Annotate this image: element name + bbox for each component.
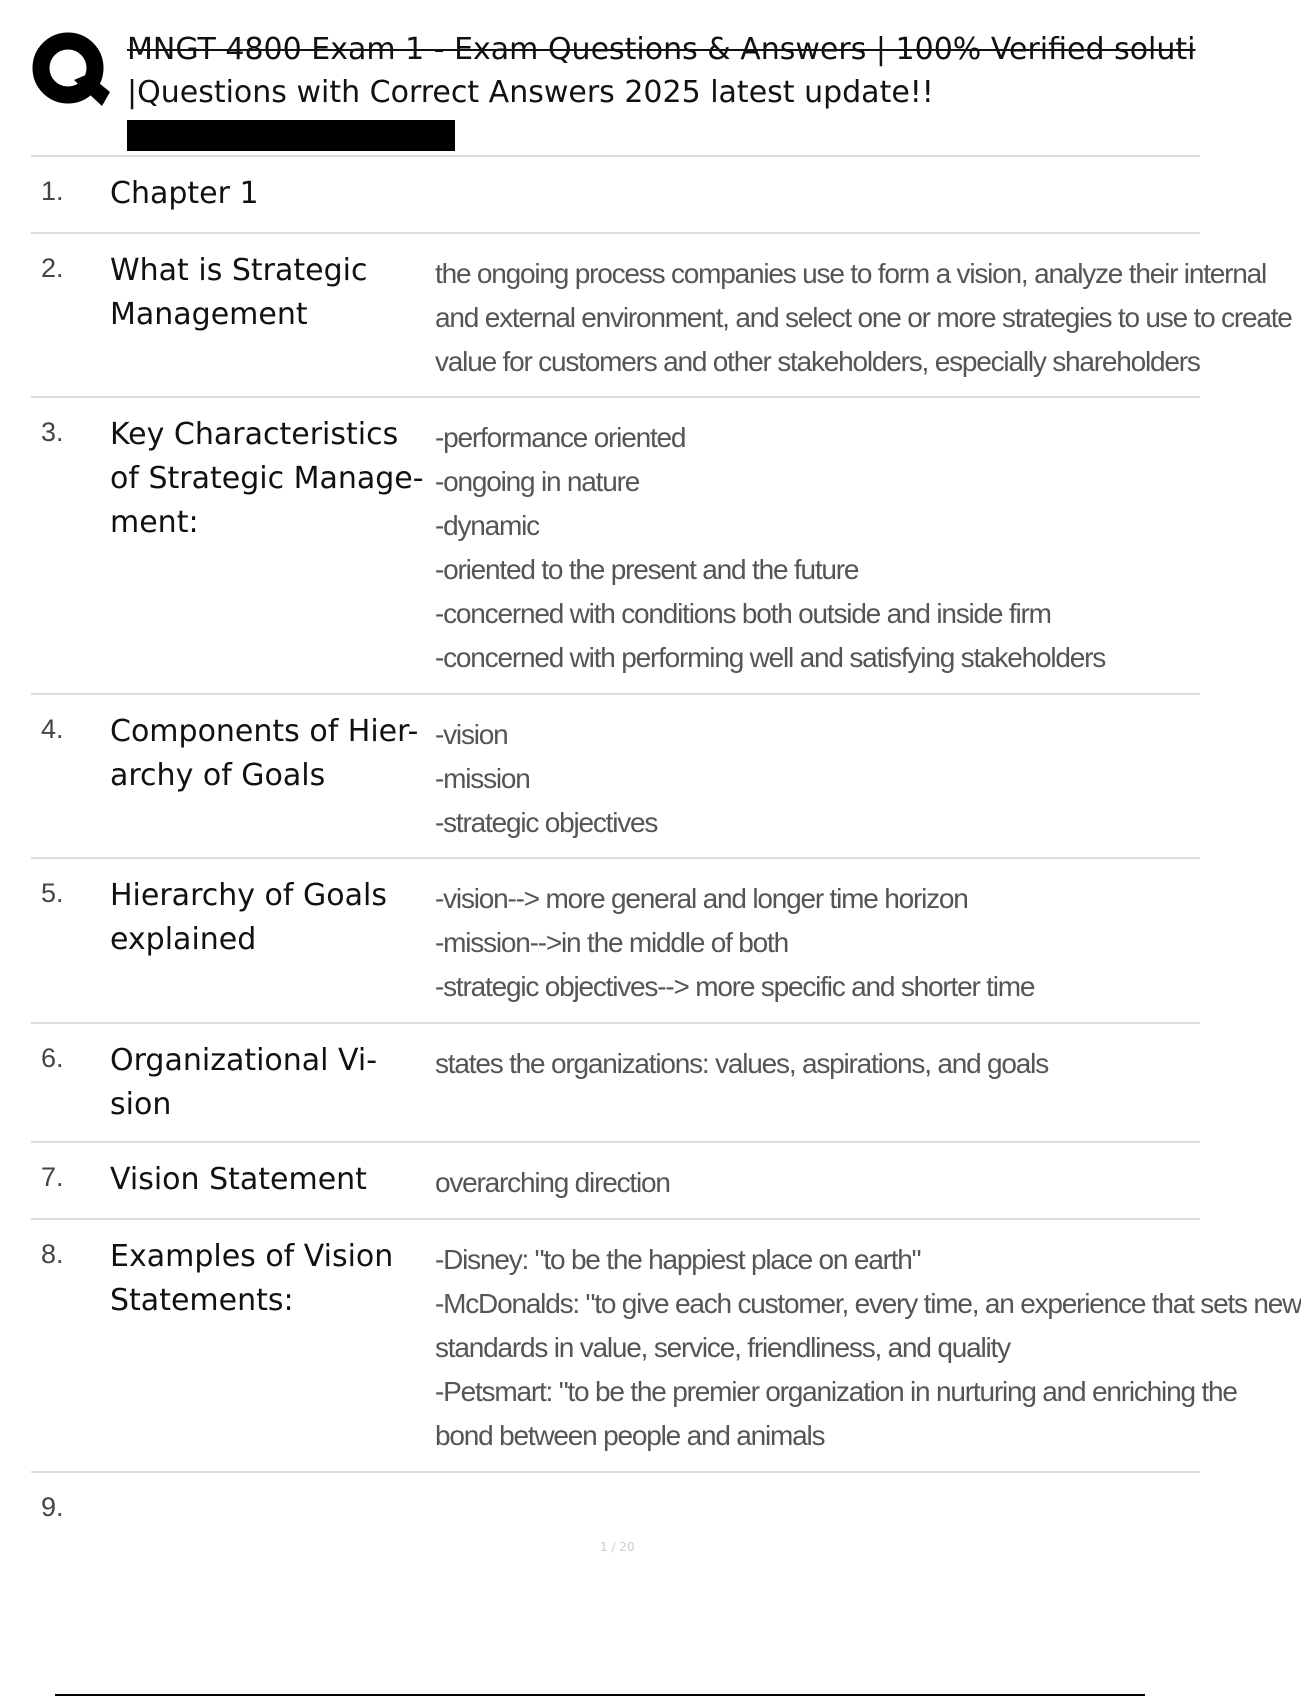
answer-definition <box>435 713 1200 845</box>
answer-line: -mission <box>435 763 530 794</box>
answer-definition <box>435 877 1200 1009</box>
document-title-line-1: MNGT 4800 Exam 1 - Exam Questions & Answers | 100% Verified soluti <box>127 32 1196 67</box>
answer-line: -Disney: "to be the happiest place on earth" <box>435 1244 921 1275</box>
qa-table <box>31 155 1301 1551</box>
question-term: Key Characteristics of Strategic Manage-ment: <box>110 417 424 540</box>
answer-line: -strategic objectives--> more specific and shorter time <box>435 971 1035 1002</box>
answer-line: -Petsmart: "to be the premier organization in nurturing and enriching the <box>435 1376 1237 1407</box>
footer-rule <box>55 1694 1145 1696</box>
qa-row <box>31 1218 1301 1471</box>
answer-line: standards in value, service, friendliness, and quality <box>435 1332 1010 1363</box>
answer-line: the ongoing process companies use to form a vision, analyze their internal <box>435 258 1267 289</box>
question-term: Vision Statement <box>110 1162 367 1197</box>
answer-line: -dynamic <box>435 510 539 541</box>
page-number: 1 / 20 <box>600 1540 635 1554</box>
question-term: Chapter 1 <box>110 176 259 211</box>
answer-definition <box>435 1238 1301 1458</box>
answer-line: value for customers and other stakeholders, especially shareholders <box>435 346 1200 377</box>
question-term: Hierarchy of Goals explained <box>110 878 387 957</box>
row-number: 5. <box>41 878 64 908</box>
question-term: Components of Hier-archy of Goals <box>110 714 419 793</box>
row-number: 8. <box>41 1239 64 1269</box>
qa-row <box>31 857 1200 1022</box>
answer-line: -vision <box>435 719 508 750</box>
answer-line: bond between people and animals <box>435 1420 825 1451</box>
document-header <box>0 0 1200 160</box>
question-term: Organizational Vi-sion <box>110 1043 378 1122</box>
answer-line: -oriented to the present and the future <box>435 554 859 585</box>
answer-line: -concerned with performing well and satisfying stakeholders <box>435 642 1106 673</box>
qa-row <box>31 232 1292 396</box>
qa-row <box>31 1141 1200 1218</box>
answer-line: and external environment, and select one or more strategies to use to create <box>435 302 1292 333</box>
answer-line: -ongoing in nature <box>435 466 640 497</box>
qa-row <box>31 1471 1200 1551</box>
row-number: 9. <box>41 1492 64 1522</box>
answer-definition <box>435 1161 1200 1205</box>
answer-definition <box>435 252 1292 384</box>
qa-row <box>31 396 1200 693</box>
redaction-bar <box>127 120 455 151</box>
answer-line: -mission-->in the middle of both <box>435 927 788 958</box>
brand-logo-icon <box>30 30 110 110</box>
document-title-line-2: |Questions with Correct Answers 2025 latest update!! <box>127 75 934 110</box>
row-number: 1. <box>41 176 64 206</box>
qa-row <box>31 155 1200 232</box>
question-term: Examples of Vision Statements: <box>110 1239 394 1318</box>
answer-line: -concerned with conditions both outside and inside firm <box>435 598 1051 629</box>
row-number: 7. <box>41 1162 64 1192</box>
qa-row <box>31 1022 1200 1141</box>
row-number: 4. <box>41 714 64 744</box>
answer-line: states the organizations: values, aspirations, and goals <box>435 1048 1048 1079</box>
answer-definition <box>435 1042 1200 1086</box>
answer-definition <box>435 416 1200 680</box>
row-number: 2. <box>41 253 64 283</box>
answer-line: overarching direction <box>435 1167 670 1198</box>
row-number: 6. <box>41 1043 64 1073</box>
answer-line: -vision--> more general and longer time horizon <box>435 883 968 914</box>
answer-line: -McDonalds: "to give each customer, every time, an experience that sets new <box>435 1288 1301 1319</box>
question-term: What is Strategic Management <box>110 253 368 332</box>
qa-row <box>31 693 1200 857</box>
row-number: 3. <box>41 417 64 447</box>
answer-line: -strategic objectives <box>435 807 658 838</box>
answer-line: -performance oriented <box>435 422 686 453</box>
